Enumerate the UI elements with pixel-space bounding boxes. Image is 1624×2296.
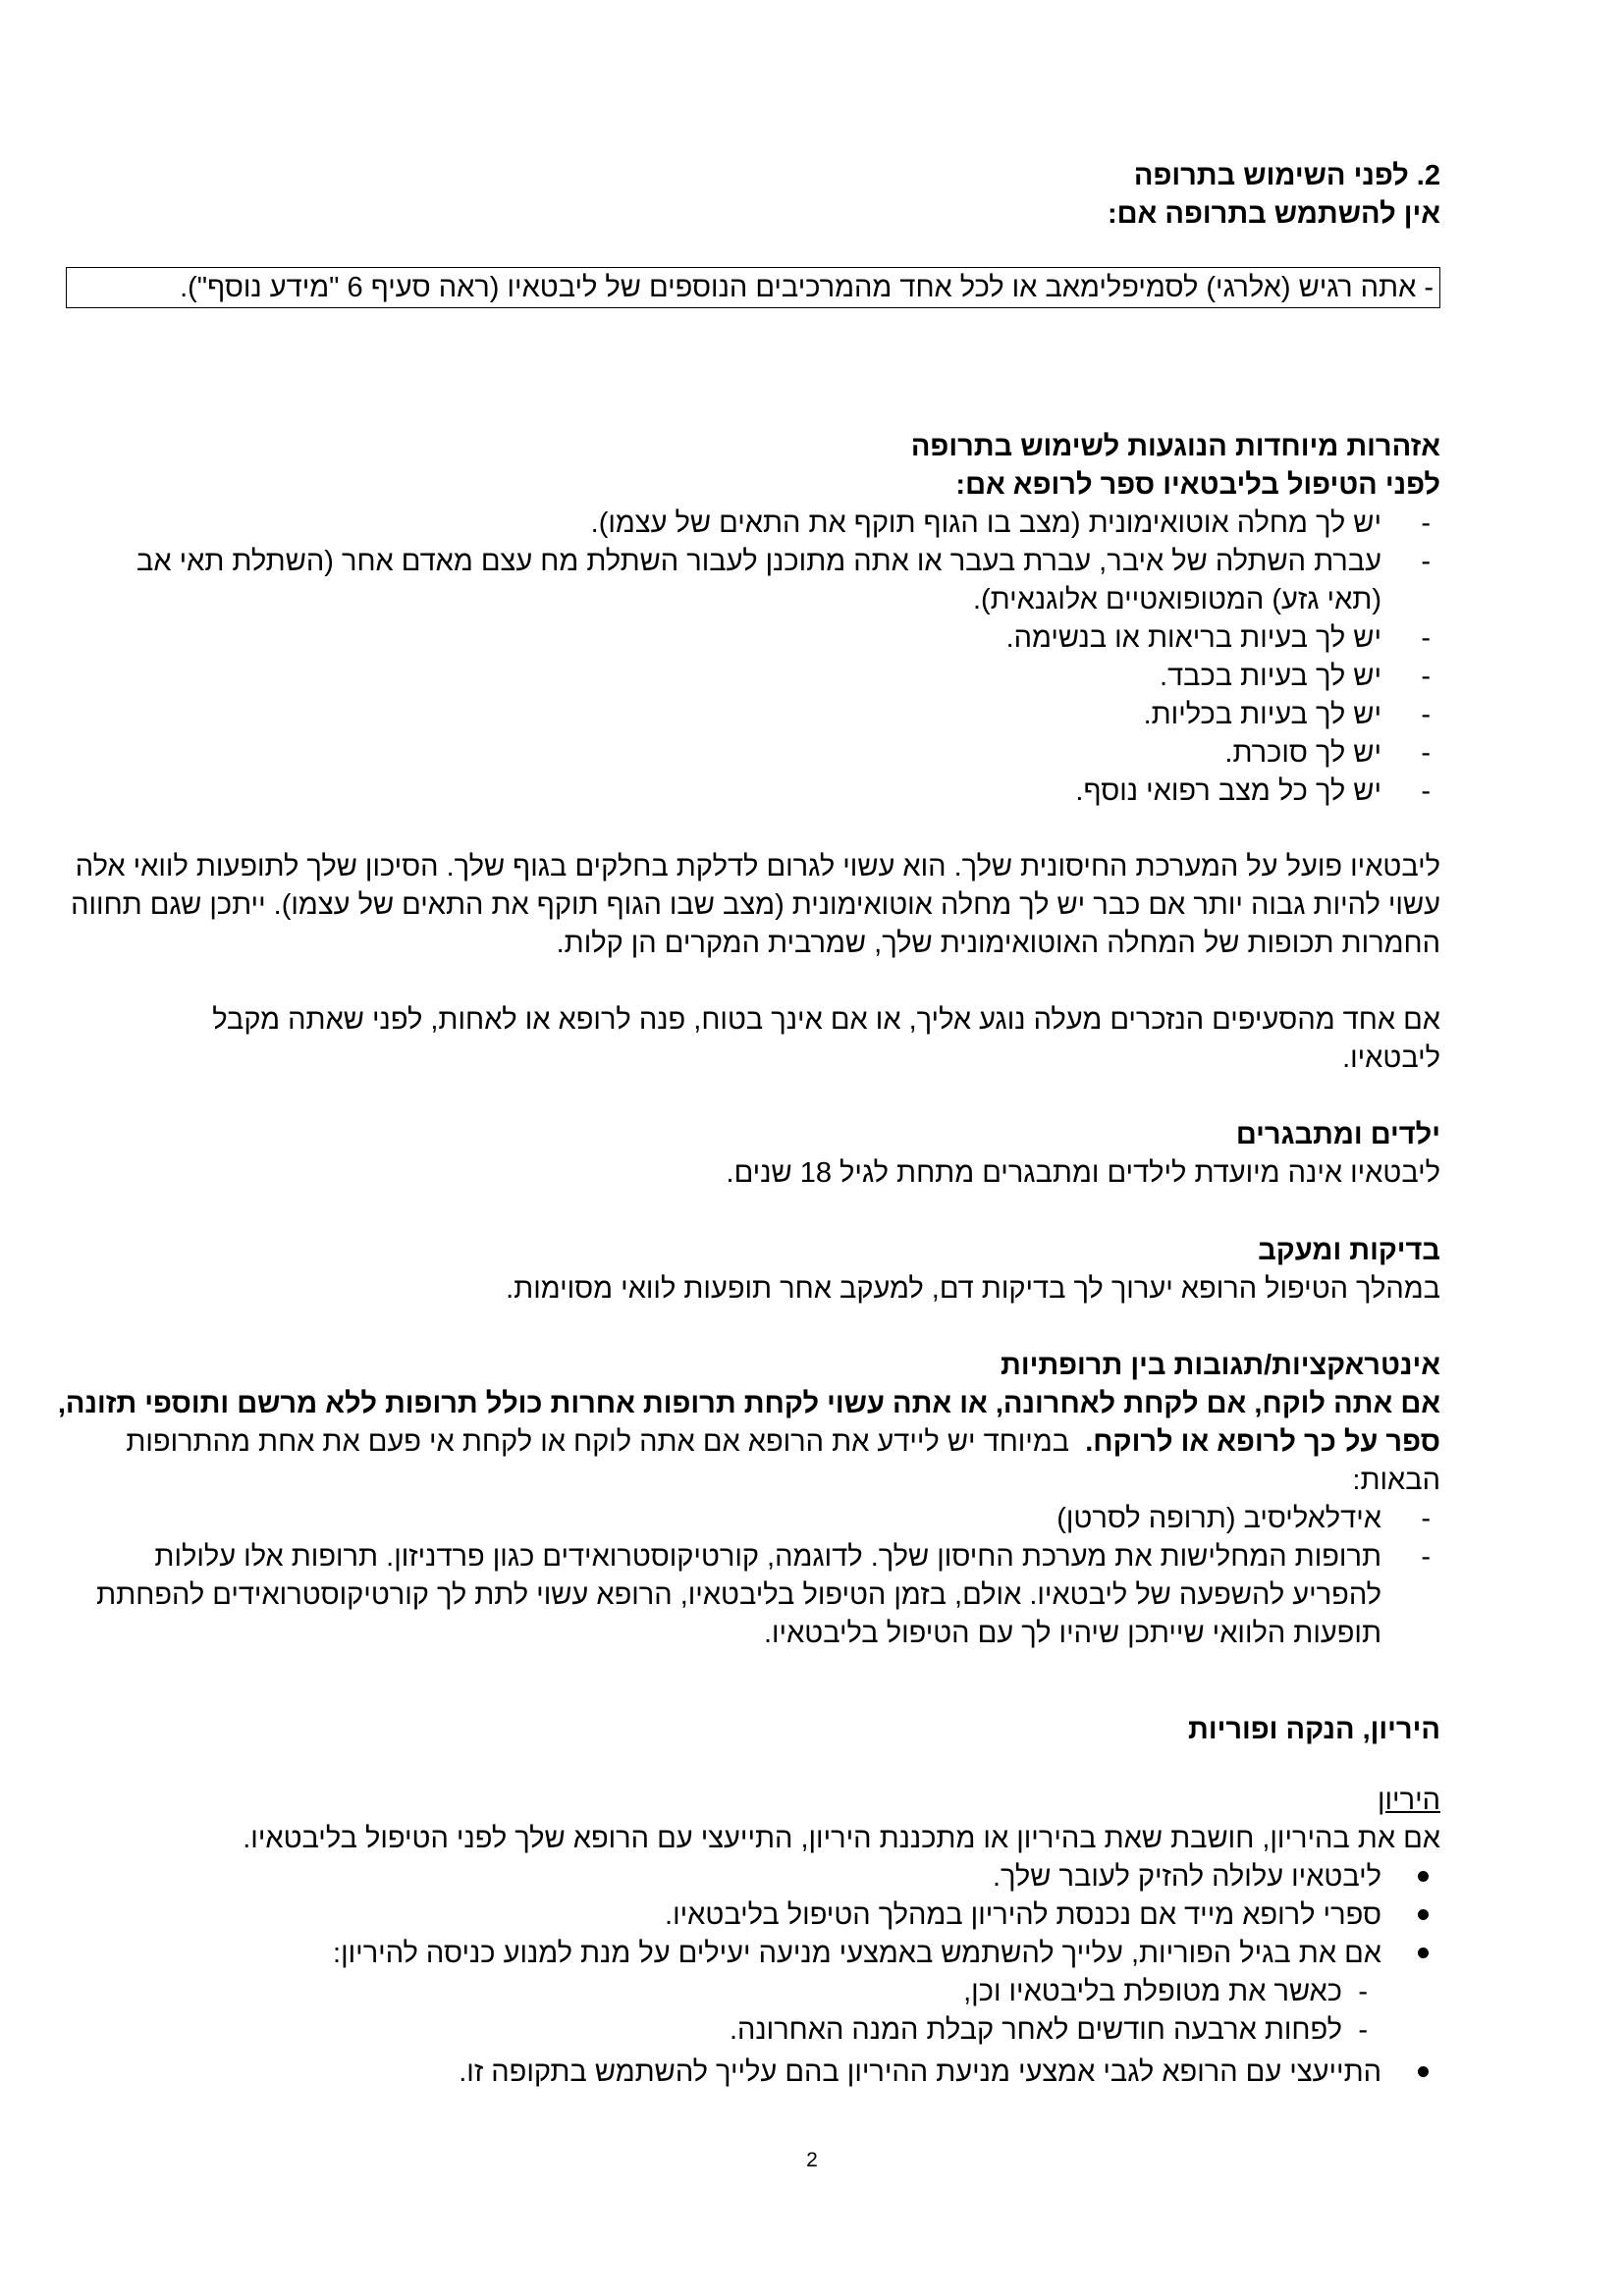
list-item <box>31 1858 1440 1896</box>
list-item: - אידלאליסיב (תרופה לסרטן) <box>90 1500 1440 1538</box>
page-number: 2 <box>806 2149 818 2171</box>
list-item-text: ספרי לרופא מייד אם נכנסת להיריון במהלך הטיפול בליבטאיו. <box>665 1899 1381 1931</box>
paragraph-text: אם אחד מהסעיפים הנזכרים מעלה נוגע אליך, או אם אינך בטוח, פנה לרופא או לאחות, לפני שאתה מקבל ליבטאיו. <box>212 1004 1440 1074</box>
contraindication-box <box>66 267 1440 308</box>
list-item: - יש לך בעיות בכליות. <box>31 696 1440 734</box>
sublist-item: - כאשר את מטופלת בליבטאיו וכן, <box>31 1973 1440 2011</box>
interactions-list <box>90 1500 1440 1653</box>
section-heading <box>1134 157 1440 195</box>
list-item <box>31 1935 1440 2050</box>
contraindication-text: - אתה רגיש (אלרגי) לסמיפלימאב או לכל אחד מהמרכיבים הנוספים של ליבטאיו (ראה סעיף 6 "מידע נוסף"). <box>180 272 1434 303</box>
list-item: - תרופות המחלישות את מערכת החיסון שלך. לדוגמה, קורטיקוסטרואידים כגון פרדניזון. תרופות אלו עלולות להפריע להשפעה של ליבטאיו. אולם, בזמן הטיפול בליבטאיו, הרופא עשוי לתת לך קורטיקוסטרואידים להפחתת תופעות הלוואי שייתכן שיהיו לך עם הטיפול בליבטאיו. <box>90 1538 1440 1653</box>
document-page <box>31 0 1440 2296</box>
children-text: ליבטאיו אינה מיועדת לילדים ומתבגרים מתחת לגיל 18 שנים. <box>726 1157 1440 1189</box>
interactions-text <box>31 1385 1440 1500</box>
section-subtitle: אין להשתמש בתרופה אם: <box>1107 198 1440 230</box>
pregnancy-title: היריון, הנקה ופוריות <box>1188 1714 1440 1745</box>
warnings-subtitle: לפני הטיפול בליבטאיו ספר לרופא אם: <box>955 469 1440 501</box>
interactions-list-block <box>90 1500 1440 1653</box>
warnings-list <box>31 505 1440 811</box>
interactions-paragraph <box>31 1385 1440 1500</box>
bullet-icon <box>1418 2066 1429 2077</box>
pregnancy-intro: אם את בהיריון, חושבת שאת בהיריון או מתכננת היריון, התייעצי עם הרופא שלך לפני הטיפול בליבטאיו. <box>243 1823 1440 1854</box>
list-item <box>31 2054 1440 2092</box>
list-item <box>31 1896 1440 1935</box>
sublist-item: - לפחות ארבעה חודשים לאחר קבלת המנה האחרונה. <box>31 2011 1440 2050</box>
paragraph-text: ליבטאיו פועל על המערכת החיסונית שלך. הוא עשוי לגרום לדלקת בחלקים בגוף שלך. הסיכון שלך לתופעות לוואי אלה עשוי להיות גבוה יותר אם כבר יש לך מחלה אוטואימונית (מצב שבו הגוף תוקף את התאים של עצמו). ייתכן שגם תחווה החמרות תכופות של המחלה האוטואימונית שלך, שמרבית המקרים הן קלות. <box>71 851 1440 959</box>
pregnancy-list <box>31 1858 1440 2092</box>
list-item: - עברת השתלה של איבר, עברת בעבר או אתה מתוכנן לעבור השתלת מח עצם מאדם אחר (השתלת תאי אב (תאי גזע) המטופואטיים אלוגנאית). <box>31 543 1440 619</box>
pregnancy-list-block <box>31 1858 1440 2092</box>
interactions-bold-text: אם אתה לוקח, אם לקחת לאחרונה, או אתה עשוי לקחת תרופות אחרות כולל תרופות ללא מרשם ותוספי תזונה, ספר על כך לרופא או לרוקח. <box>57 1388 1440 1458</box>
pregnancy-subheading: היריון <box>1377 1785 1440 1816</box>
list-item: - יש לך בעיות בכבד. <box>31 658 1440 696</box>
warnings-paragraph-2 <box>31 1001 1440 1078</box>
interactions-regular-text: במיוחד יש ליידע את הרופא אם אתה לוקח או לקחת אי פעם את אחת מהתרופות הבאות: <box>126 1426 1440 1496</box>
children-title: ילדים ומתבגרים <box>1235 1119 1440 1150</box>
list-item: - יש לך כל מצב רפואי נוסף. <box>31 773 1440 811</box>
list-item-text: התייעצי עם הרופא לגבי אמצעי מניעת ההיריון בהם עלייך להשתמש בתקופה זו. <box>459 2056 1381 2088</box>
warnings-paragraph-1 <box>31 848 1440 963</box>
bullet-icon <box>1418 1871 1429 1882</box>
list-item: - יש לך מחלה אוטואימונית (מצב בו הגוף תוקף את התאים של עצמו). <box>31 505 1440 543</box>
list-item-text: אם את בגיל הפוריות, עלייך להשתמש באמצעי מניעה יעילים על מנת למנוע כניסה להיריון: <box>333 1938 1381 1969</box>
tests-text: במהלך הטיפול הרופא יערוך לך בדיקות דם, למעקב אחר תופעות לוואי מסוימות. <box>506 1273 1440 1305</box>
bullet-icon <box>1418 1909 1429 1920</box>
interactions-title: אינטראקציות/תגובות בין תרופתיות <box>1001 1350 1440 1381</box>
pregnancy-sublist <box>31 1973 1440 2050</box>
section-title: לפני השימוש בתרופה <box>1133 160 1409 191</box>
bullet-icon <box>1418 1948 1429 1958</box>
list-item: - יש לך סוכרת. <box>31 734 1440 773</box>
section-number: 2. <box>1416 160 1440 191</box>
list-item: - יש לך בעיות בריאות או בנשימה. <box>31 619 1440 658</box>
warnings-list-block <box>31 505 1440 811</box>
tests-title: בדיקות ומעקב <box>1258 1235 1440 1266</box>
list-item-text: ליבטאיו עלולה להזיק לעובר שלך. <box>992 1861 1381 1893</box>
warnings-title: אזהרות מיוחדות הנוגעות לשימוש בתרופה <box>910 431 1440 462</box>
